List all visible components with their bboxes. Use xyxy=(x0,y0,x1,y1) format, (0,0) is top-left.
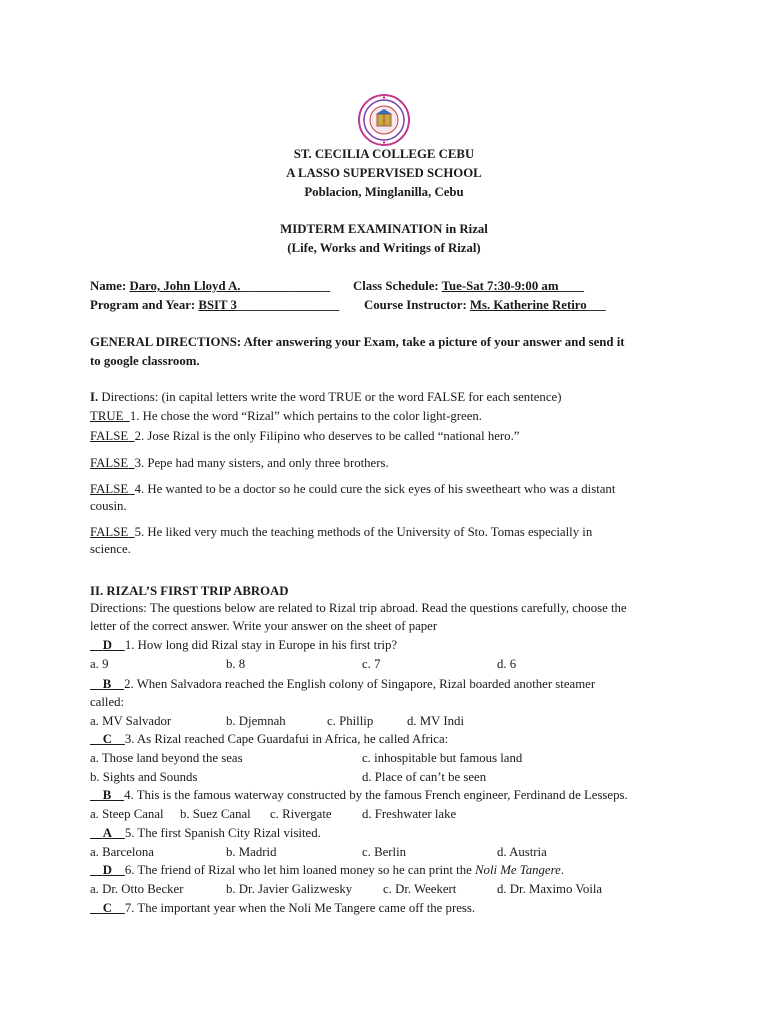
q2-choice-d: d. MV Indi xyxy=(407,714,464,728)
schedule-value: Tue-Sat 7:30-9:00 am xyxy=(441,279,559,293)
mc-question-6: D 6. The friend of Rizal who let him loaned money so he can print the Noli Me Tangere. xyxy=(90,862,564,878)
q3-choice-a: a. Those land beyond the seas xyxy=(90,751,243,765)
mc-question-4 xyxy=(90,787,628,803)
mc-answer-5: A xyxy=(102,826,113,840)
instructor-blank: ___ xyxy=(586,298,606,312)
q4-choice-c: c. Rivergate xyxy=(270,807,332,821)
name-value: Daro, John Lloyd A. xyxy=(129,279,241,293)
part1-directions-text: Directions: (in capital letters write the word TRUE or the word FALSE for each sentence) xyxy=(98,390,562,404)
school-supervision: A LASSO SUPERVISED SCHOOL xyxy=(286,166,482,180)
part1-directions xyxy=(90,389,561,405)
q6-choice-b: b. Dr. Javier Galizwesky xyxy=(226,882,353,896)
mc-question-4-text: 4. This is the famous waterway constructed by the famous French engineer, Ferdinand de Lesseps. xyxy=(124,788,628,802)
mc-question-3-text: 3. As Rizal reached Cape Guardafui in Africa, he called Africa: xyxy=(124,732,449,746)
exam-subtitle: (Life, Works and Writings of Rizal) xyxy=(287,241,481,255)
schedule-blank: ____ xyxy=(558,279,585,293)
q3-choice-b: b. Sights and Sounds xyxy=(90,770,198,784)
tf-item-4 xyxy=(90,481,615,497)
tf-answer-1: TRUE xyxy=(90,409,124,423)
tf-answer-5: FALSE xyxy=(90,525,129,539)
mc-answer-3: C xyxy=(102,732,113,746)
q4-choice-a: a. Steep Canal xyxy=(90,807,164,821)
mc-question-2-cont: called: xyxy=(90,695,125,709)
schedule-row xyxy=(353,278,584,294)
name-blank: ______________ xyxy=(240,279,331,293)
tf-question-3: 3. Pepe had many sisters, and only three brothers. xyxy=(134,456,389,470)
part1-number: I. xyxy=(90,390,99,404)
q6-choice-a: a. Dr. Otto Becker xyxy=(90,882,184,896)
mc-question-1 xyxy=(90,637,397,653)
instructor-value: Ms. Katherine Retiro xyxy=(469,298,587,312)
part2-directions-line2: letter of the correct answer. Write your answer on the sheet of paper xyxy=(90,619,438,633)
mc-answer-4: B xyxy=(102,788,112,802)
school-seal-logo xyxy=(358,94,410,146)
tf-answer-3: FALSE xyxy=(90,456,129,470)
q1-choice-d: d. 6 xyxy=(497,657,517,671)
program-value: BSIT 3 xyxy=(198,298,237,312)
q2-choice-b: b. Djemnah xyxy=(226,714,286,728)
mc-question-3 xyxy=(90,731,448,747)
tf-question-2: 2. Jose Rizal is the only Filipino who deserves to be called “national hero.” xyxy=(134,429,520,443)
q6-choice-d: d. Dr. Maximo Voila xyxy=(497,882,603,896)
tf-item-3 xyxy=(90,455,389,471)
tf-answer-2: FALSE xyxy=(90,429,129,443)
q1-choice-b: b. 8 xyxy=(226,657,246,671)
mc-question-5-text: 5. The first Spanish City Rizal visited. xyxy=(124,826,321,840)
name-label: Name: xyxy=(90,279,127,293)
tf-question-4: 4. He wanted to be a doctor so he could cure the sick eyes of his sweetheart who was a distant xyxy=(134,482,616,496)
q3-choice-c: c. inhospitable but famous land xyxy=(362,751,523,765)
program-label: Program and Year: xyxy=(90,298,196,312)
part2-directions-line1: Directions: The questions below are related to Rizal trip abroad. Read the questions carefully, choose the xyxy=(90,601,627,615)
school-name: ST. CECILIA COLLEGE CEBU xyxy=(293,147,475,161)
general-directions-line1: GENERAL DIRECTIONS: After answering your Exam, take a picture of your answer and send it xyxy=(90,335,625,349)
instructor-row xyxy=(364,297,606,313)
q5-choice-d: d. Austria xyxy=(497,845,547,859)
tf-question-5: 5. He liked very much the teaching methods of the University of Sto. Tomas especially in xyxy=(134,525,593,539)
tf-question-1: 1. He chose the word “Rizal” which pertains to the color light-green. xyxy=(129,409,482,423)
q3-choice-d: d. Place of can’t be seen xyxy=(362,770,487,784)
q1-choice-c: c. 7 xyxy=(362,657,381,671)
tf-answer-4: FALSE xyxy=(90,482,129,496)
mc-answer-1: D xyxy=(102,638,113,652)
name-row xyxy=(90,278,330,294)
q5-choice-c: c. Berlin xyxy=(362,845,407,859)
q6-choice-c: c. Dr. Weekert xyxy=(383,882,457,896)
tf-item-5 xyxy=(90,524,592,540)
tf-question-5-cont: science. xyxy=(90,542,131,556)
q4-choice-b: b. Suez Canal xyxy=(180,807,251,821)
tf-item-1 xyxy=(90,408,482,424)
mc-question-2-text: 2. When Salvadora reached the English colony of Singapore, Rizal boarded another steamer xyxy=(124,677,596,691)
tf-item-2 xyxy=(90,428,519,444)
school-address: Poblacion, Minglanilla, Cebu xyxy=(304,185,464,199)
mc-question-5 xyxy=(90,825,321,841)
q1-choice-a: a. 9 xyxy=(90,657,109,671)
general-directions-line2: to google classroom. xyxy=(90,354,200,368)
mc-question-6-italic: Noli Me Tangere xyxy=(475,863,561,877)
program-blank: ________________ xyxy=(236,298,340,312)
mc-answer-2: B xyxy=(102,677,112,691)
mc-question-7-text: 7. The important year when the Noli Me Tangere came off the press. xyxy=(124,901,476,915)
q2-choice-c: c. Phillip xyxy=(327,714,374,728)
mc-answer-7: C xyxy=(102,901,113,915)
tf-question-4-cont: cousin. xyxy=(90,499,127,513)
schedule-label: Class Schedule: xyxy=(353,279,439,293)
q5-choice-a: a. Barcelona xyxy=(90,845,154,859)
instructor-label: Course Instructor: xyxy=(364,298,467,312)
mc-question-6-text: 6. The friend of Rizal who let him loaned money so he can print the xyxy=(124,863,476,877)
mc-answer-6: D xyxy=(102,863,113,877)
part2-heading: II. RIZAL’S FIRST TRIP ABROAD xyxy=(90,584,289,598)
mc-question-2 xyxy=(90,676,595,692)
exam-title: MIDTERM EXAMINATION in Rizal xyxy=(280,222,488,236)
q4-choice-d: d. Freshwater lake xyxy=(362,807,457,821)
mc-question-7 xyxy=(90,900,475,916)
q5-choice-b: b. Madrid xyxy=(226,845,277,859)
program-row xyxy=(90,297,339,313)
q2-choice-a: a. MV Salvador xyxy=(90,714,172,728)
mc-question-1-text: 1. How long did Rizal stay in Europe in his first trip? xyxy=(124,638,398,652)
